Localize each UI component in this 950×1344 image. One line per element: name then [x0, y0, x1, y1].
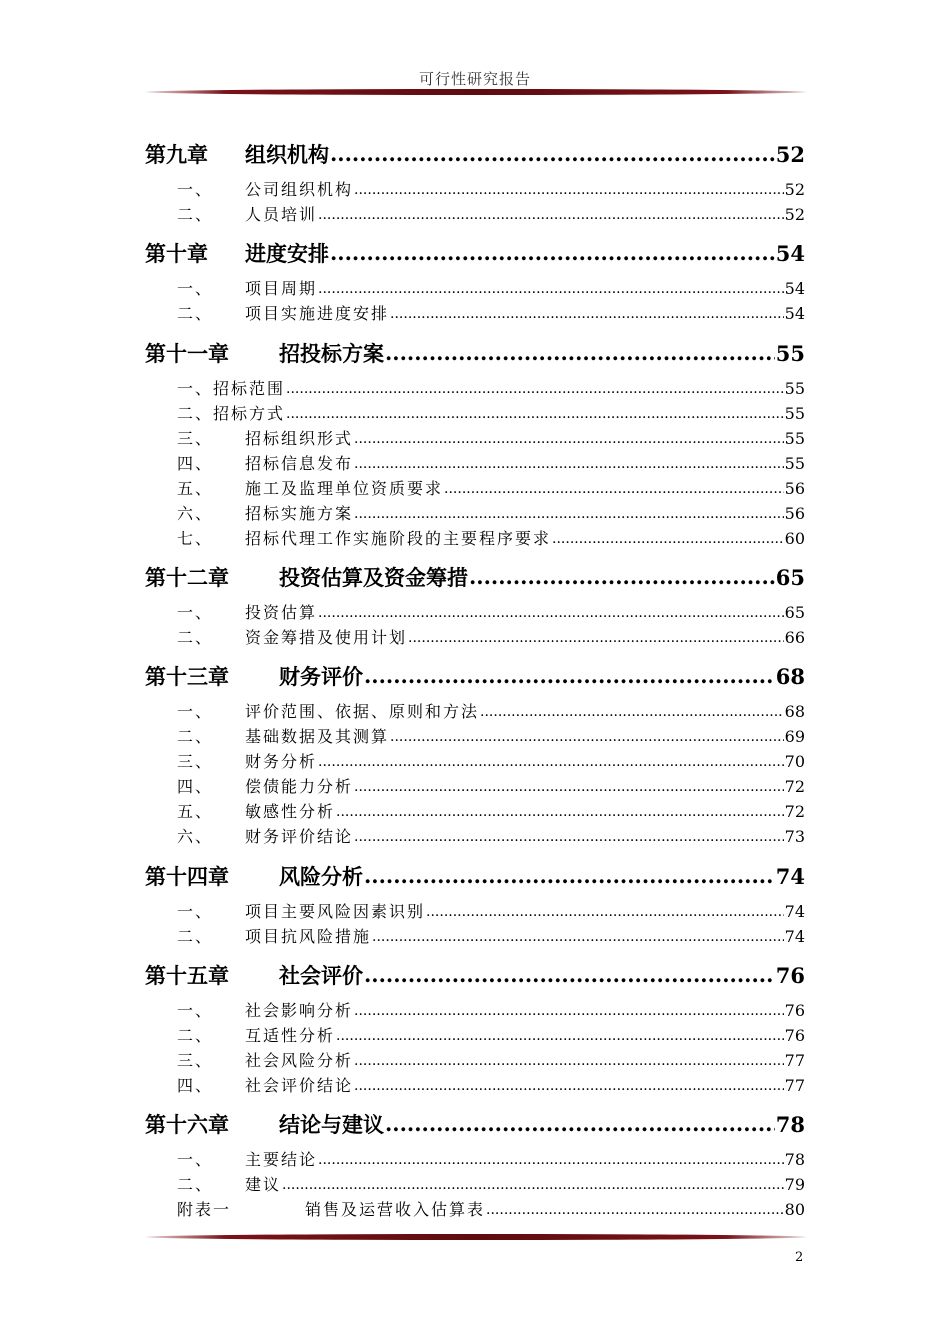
toc-entry-title: 社会影响分析 [245, 1001, 354, 1020]
toc-entry-page: 74 [784, 927, 805, 946]
toc-entry-page: 60 [784, 529, 805, 548]
toc-entry-number: 第九章 [145, 143, 208, 167]
toc-section-entry[interactable] [145, 1023, 805, 1047]
footer-rule [145, 1234, 807, 1240]
toc-entry-title: 招标代理工作实施阶段的主要程序要求 [245, 529, 552, 548]
toc-entry-title: 项目主要风险因素识别 [245, 902, 426, 921]
toc-entry-page: 56 [784, 504, 805, 523]
toc-entry-page: 54 [784, 279, 805, 298]
toc-dot-leader [354, 1078, 784, 1094]
toc-entry-number: 二、 [177, 404, 214, 423]
toc-section-entry[interactable] [145, 301, 805, 325]
toc-section-entry[interactable] [145, 600, 805, 624]
toc-entry-title: 项目周期 [245, 279, 318, 298]
toc-entry-page: 68 [775, 664, 805, 689]
toc-entry-number: 第十三章 [145, 665, 229, 689]
toc-entry-number: 三、 [177, 429, 214, 448]
toc-section-entry[interactable] [145, 724, 805, 748]
toc-entry-title: 财务评价结论 [245, 827, 354, 846]
toc-dot-leader [480, 704, 784, 720]
toc-section-entry[interactable] [145, 1048, 805, 1072]
toc-dot-leader [372, 929, 784, 945]
toc-dot-leader [364, 962, 775, 987]
toc-entry-number: 三、 [177, 1051, 214, 1070]
toc-entry-title: 社会风险分析 [245, 1051, 354, 1070]
toc-entry-number: 七、 [177, 529, 214, 548]
toc-dot-leader [282, 1177, 784, 1193]
toc-entry-page: 52 [784, 205, 805, 224]
toc-entry-page: 55 [784, 429, 805, 448]
toc-chapter-entry[interactable] [145, 861, 805, 891]
toc-entry-number: 一、 [177, 603, 214, 622]
toc-dot-leader [354, 829, 784, 845]
toc-entry-number: 二、 [177, 1175, 214, 1194]
toc-dot-leader [486, 1202, 784, 1218]
toc-section-entry[interactable] [145, 177, 805, 201]
toc-entry-page: 70 [784, 752, 805, 771]
toc-section-entry[interactable] [145, 699, 805, 723]
toc-chapter-entry[interactable] [145, 139, 805, 169]
toc-section-entry[interactable] [145, 774, 805, 798]
toc-entry-title: 社会评价 [279, 964, 363, 988]
toc-entry-page: 79 [784, 1175, 805, 1194]
toc-dot-leader [318, 605, 784, 621]
toc-entry-number: 六、 [177, 827, 214, 846]
toc-entry-number: 一、 [177, 180, 214, 199]
toc-entry-title: 招标方式 [213, 404, 286, 423]
toc-dot-leader [330, 141, 775, 166]
toc-entry-page: 54 [784, 304, 805, 323]
toc-entry-number: 一、 [177, 902, 214, 921]
toc-entry-title: 互适性分析 [245, 1026, 336, 1045]
toc-entry-page: 76 [784, 1001, 805, 1020]
toc-entry-number: 二、 [177, 628, 214, 647]
toc-section-entry[interactable] [145, 451, 805, 475]
toc-dot-leader [330, 240, 775, 265]
toc-entry-title: 投资估算 [245, 603, 318, 622]
toc-entry-title: 敏感性分析 [245, 802, 336, 821]
toc-entry-title: 项目实施进度安排 [245, 304, 390, 323]
toc-chapter-entry[interactable] [145, 562, 805, 592]
toc-dot-leader [354, 431, 784, 447]
toc-section-entry[interactable] [145, 1172, 805, 1196]
toc-entry-number: 第十一章 [145, 342, 229, 366]
toc-entry-page: 55 [784, 404, 805, 423]
toc-entry-title: 项目抗风险措施 [245, 927, 372, 946]
toc-section-entry[interactable] [145, 899, 805, 923]
toc-entry-title: 投资估算及资金筹措 [279, 566, 468, 590]
toc-entry-number: 四、 [177, 1076, 214, 1095]
toc-dot-leader [390, 729, 784, 745]
toc-entry-number: 第十四章 [145, 865, 229, 889]
toc-section-entry[interactable] [145, 824, 805, 848]
toc-dot-leader [364, 863, 775, 888]
toc-entry-title: 风险分析 [279, 865, 363, 889]
toc-entry-title: 施工及监理单位资质要求 [245, 479, 444, 498]
toc-dot-leader [336, 1028, 784, 1044]
page-header-title: 可行性研究报告 [418, 70, 531, 88]
toc-entry-title: 财务评价 [279, 665, 363, 689]
toc-dot-leader [354, 456, 784, 472]
toc-entry-number: 二、 [177, 205, 214, 224]
toc-dot-leader [354, 182, 784, 198]
toc-entry-number: 四、 [177, 777, 214, 796]
toc-dot-leader [354, 1003, 784, 1019]
toc-entry-page: 69 [784, 727, 805, 746]
toc-dot-leader [444, 481, 784, 497]
toc-entry-number: 五、 [177, 802, 214, 821]
toc-section-entry[interactable] [145, 1073, 805, 1097]
toc-entry-number: 一、 [177, 279, 214, 298]
toc-dot-leader [286, 381, 784, 397]
toc-entry-number: 第十五章 [145, 964, 229, 988]
toc-entry-page: 78 [784, 1150, 805, 1169]
toc-dot-leader [354, 779, 784, 795]
page-number: 2 [795, 1250, 804, 1265]
toc-section-entry[interactable] [145, 1147, 805, 1171]
toc-entry-number: 第十二章 [145, 566, 229, 590]
toc-entry-page: 76 [784, 1026, 805, 1045]
toc-entry-number: 三、 [177, 752, 214, 771]
toc-entry-number: 第十六章 [145, 1113, 229, 1137]
toc-entry-title: 资金筹措及使用计划 [245, 628, 408, 647]
toc-entry-page: 56 [784, 479, 805, 498]
toc-entry-title: 进度安排 [245, 242, 329, 266]
toc-dot-leader [354, 506, 784, 522]
toc-section-entry[interactable] [145, 202, 805, 226]
toc-entry-page: 72 [784, 777, 805, 796]
toc-dot-leader [318, 281, 784, 297]
toc-entry-number: 第十章 [145, 242, 208, 266]
toc-dot-leader [552, 531, 784, 547]
toc-entry-page: 65 [784, 603, 805, 622]
toc-section-entry[interactable] [145, 526, 805, 550]
toc-dot-leader [408, 630, 784, 646]
toc-chapter-entry[interactable] [145, 1109, 805, 1139]
toc-entry-title: 组织机构 [245, 143, 329, 167]
toc-dot-leader [354, 1053, 784, 1069]
toc-entry-title: 招标组织形式 [245, 429, 354, 448]
toc-entry-title: 主要结论 [245, 1150, 318, 1169]
toc-entry-number: 一、 [177, 702, 214, 721]
toc-entry-number: 二、 [177, 927, 214, 946]
toc-entry-title: 财务分析 [245, 752, 318, 771]
toc-section-entry[interactable] [145, 426, 805, 450]
toc-entry-page: 65 [775, 565, 805, 590]
toc-entry-page: 78 [775, 1112, 805, 1137]
toc-entry-page: 52 [775, 142, 805, 167]
toc-section-entry[interactable] [145, 501, 805, 525]
toc-entry-number: 四、 [177, 454, 214, 473]
toc-entry-number: 二、 [177, 727, 214, 746]
toc-entry-title: 人员培训 [245, 205, 318, 224]
toc-entry-number: 一、 [177, 379, 214, 398]
toc-chapter-entry[interactable] [145, 338, 805, 368]
toc-entry-page: 77 [784, 1051, 805, 1070]
toc-dot-leader [318, 207, 784, 223]
toc-entry-page: 74 [784, 902, 805, 921]
toc-section-entry[interactable] [145, 476, 805, 500]
toc-chapter-entry[interactable] [145, 238, 805, 268]
toc-entry-title: 销售及运营收入估算表 [305, 1200, 486, 1219]
toc-dot-leader [318, 1152, 784, 1168]
toc-dot-leader [286, 406, 784, 422]
toc-section-entry[interactable] [145, 401, 805, 425]
toc-entry-number: 六、 [177, 504, 214, 523]
toc-entry-page: 76 [775, 963, 805, 988]
toc-section-entry[interactable] [145, 1197, 805, 1221]
toc-entry-title: 偿债能力分析 [245, 777, 354, 796]
toc-entry-page: 74 [775, 864, 805, 889]
toc-dot-leader [385, 1111, 775, 1136]
toc-entry-title: 招投标方案 [279, 342, 384, 366]
toc-entry-number: 一、 [177, 1001, 214, 1020]
toc-entry-page: 77 [784, 1076, 805, 1095]
toc-entry-number: 附表一 [177, 1200, 232, 1219]
toc-section-entry[interactable] [145, 924, 805, 948]
toc-entry-number: 二、 [177, 304, 214, 323]
toc-chapter-entry[interactable] [145, 960, 805, 990]
toc-section-entry[interactable] [145, 998, 805, 1022]
toc-entry-title: 招标范围 [213, 379, 286, 398]
toc-dot-leader [469, 564, 775, 589]
toc-entry-page: 68 [784, 702, 805, 721]
toc-entry-title: 评价范围、依据、原则和方法 [245, 702, 480, 721]
toc-entry-title: 基础数据及其测算 [245, 727, 390, 746]
toc-entry-title: 招标信息发布 [245, 454, 354, 473]
toc-section-entry[interactable] [145, 749, 805, 773]
toc-entry-number: 五、 [177, 479, 214, 498]
toc-entry-title: 结论与建议 [279, 1113, 384, 1137]
toc-entry-page: 55 [784, 379, 805, 398]
toc-entry-page: 55 [784, 454, 805, 473]
toc-section-entry[interactable] [145, 276, 805, 300]
toc-dot-leader [318, 754, 784, 770]
toc-entry-page: 55 [775, 341, 805, 366]
toc-section-entry[interactable] [145, 625, 805, 649]
toc-entry-title: 招标实施方案 [245, 504, 354, 523]
toc-dot-leader [364, 663, 775, 688]
toc-chapter-entry[interactable] [145, 661, 805, 691]
toc-entry-number: 一、 [177, 1150, 214, 1169]
toc-entry-title: 社会评价结论 [245, 1076, 354, 1095]
toc-entry-page: 73 [784, 827, 805, 846]
toc-section-entry[interactable] [145, 376, 805, 400]
toc-entry-title: 建议 [245, 1175, 282, 1194]
toc-entry-page: 54 [775, 241, 805, 266]
toc-entry-title: 公司组织机构 [245, 180, 354, 199]
toc-dot-leader [426, 904, 784, 920]
toc-entry-page: 66 [784, 628, 805, 647]
toc-entry-page: 80 [784, 1200, 805, 1219]
toc-entry-number: 二、 [177, 1026, 214, 1045]
toc-dot-leader [390, 306, 784, 322]
toc-entry-page: 72 [784, 802, 805, 821]
toc-dot-leader [336, 804, 784, 820]
toc-entry-page: 52 [784, 180, 805, 199]
toc-section-entry[interactable] [145, 799, 805, 823]
toc-dot-leader [385, 340, 775, 365]
